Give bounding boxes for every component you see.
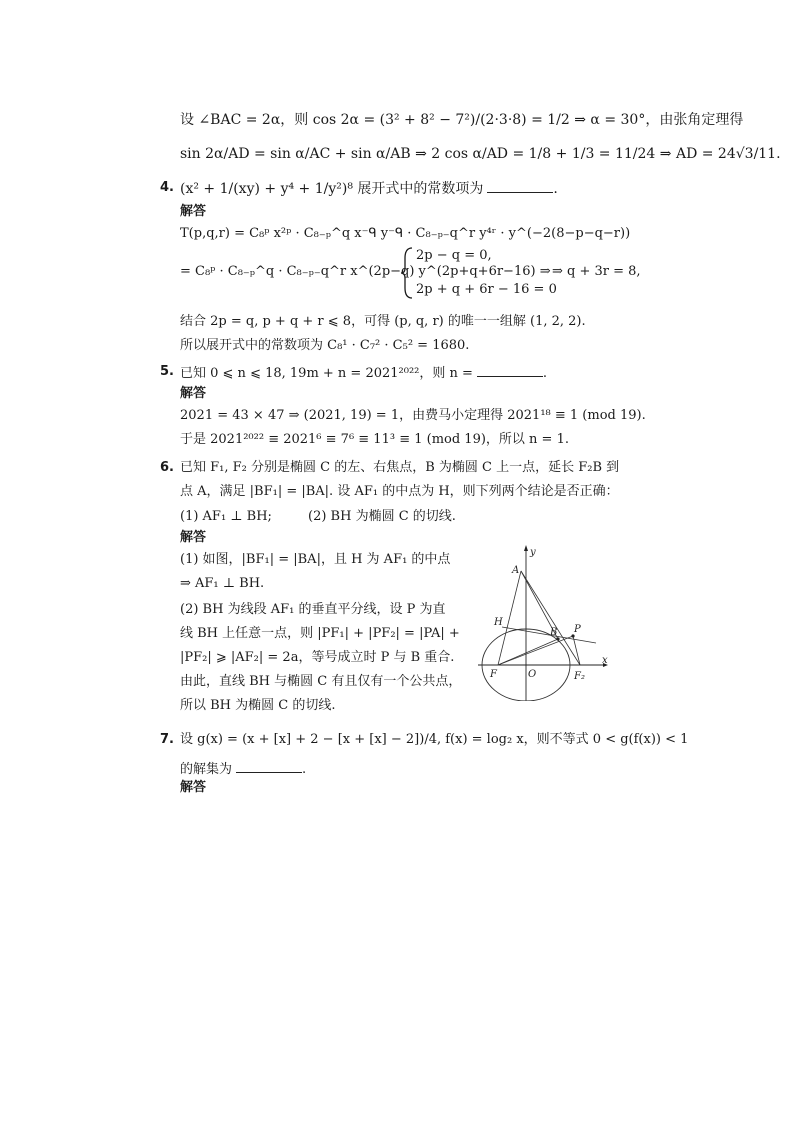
p6-sol2d: 由此，直线 BH 与椭圆 C 有且仅有一个公共点， bbox=[180, 674, 462, 689]
p4-system-eq1: 2p − q = 0, bbox=[416, 248, 492, 263]
p3-line1: 设 ∠BAC = 2α，则 cos 2α = (3² + 8² − 7²)/(2·3·8) = 1/2 ⇒ α = 30°，由张角定理得 bbox=[180, 112, 744, 128]
p5-sol2: 于是 2021²⁰²² ≡ 2021⁶ ≡ 7⁶ ≡ 11³ ≡ 1 (mod 19)，所以 n = 1. bbox=[180, 432, 569, 447]
line-bh bbox=[502, 627, 596, 643]
p6-sol2b: 线 BH 上任意一点，则 |PF₁| + |PF₂| = |PA| + bbox=[180, 626, 460, 641]
p4-statement-text: (x² + 1/(xy) + y⁴ + 1/y²)⁸ 展开式中的常数项为 bbox=[180, 181, 484, 197]
p7-answer-label: 解答 bbox=[180, 780, 207, 795]
p4-sol4: 所以展开式中的常数项为 C₈¹ · C₇² · C₅² = 1680. bbox=[180, 338, 470, 353]
x-axis-label: x bbox=[602, 655, 608, 666]
p5-answer-blank bbox=[477, 364, 543, 377]
ellipse-figure bbox=[478, 543, 608, 701]
p6-statement2: 点 A，满足 |BF₁| = |BA|. 设 AF₁ 的中点为 H，则下列两个结论是否正确： bbox=[180, 484, 619, 499]
p5-statement: 已知 0 ⩽ n ⩽ 18, 19m + n = 2021²⁰²²，则 n = . bbox=[180, 366, 548, 381]
p4-system-brace bbox=[400, 246, 414, 300]
p6-claim2: (2) BH 为椭圆 C 的切线. bbox=[308, 509, 456, 524]
p6-sol1a: (1) 如图，|BF₁| = |BA|，且 H 为 AF₁ 的中点 bbox=[180, 552, 451, 567]
p6-sol2a: (2) BH 为线段 AF₁ 的垂直平分线，设 P 为直 bbox=[180, 602, 446, 617]
p6-statement1: 已知 F₁, F₂ 分别是椭圆 C 的左、右焦点，B 为椭圆 C 上一点，延长 F₂B 到 bbox=[180, 460, 620, 475]
p7-number: 7. bbox=[160, 732, 174, 747]
p4-answer-label: 解答 bbox=[180, 204, 207, 219]
p4-answer-blank bbox=[487, 180, 553, 193]
p4-statement: (x² + 1/(xy) + y⁴ + 1/y²)⁸ 展开式中的常数项为 . bbox=[180, 181, 558, 197]
p4-sol3: 结合 2p = q, p + q + r ⩽ 8，可得 (p, q, r) 的唯一一组解 (1, 2, 2). bbox=[180, 314, 586, 329]
p6-sol2c: |PF₂| ⩾ |AF₂| = 2a，等号成立时 P 与 B 重合. bbox=[180, 650, 455, 665]
p7-statement1: 设 g(x) = (x + [x] + 2 − [x + [x] − 2])/4, f(x) = log₂ x，则不等式 0 < g(f(x)) < 1 bbox=[180, 732, 689, 747]
p5-answer-label: 解答 bbox=[180, 386, 207, 401]
p6-number: 6. bbox=[160, 460, 174, 475]
label-f1: F bbox=[490, 669, 497, 680]
label-p: P bbox=[574, 624, 581, 635]
label-a: A bbox=[512, 565, 520, 576]
p3-line2: sin 2α/AD = sin α/AC + sin α/AB ⇒ 2 cos α/AD = 1/8 + 1/3 = 11/24 ⇒ AD = 24√3/11. bbox=[180, 146, 781, 162]
segment-pf1 bbox=[498, 636, 573, 665]
p7-statement2: 的解集为 . bbox=[180, 762, 307, 777]
p4-system-eq2: 2p + q + 6r − 16 = 0 bbox=[416, 282, 557, 297]
y-axis-label: y bbox=[530, 547, 536, 558]
p4-sol2a: = C₈ᵖ · C₈₋ₚ^q · C₈₋ₚ₋q^r x^(2p−q) y^(2p+q+6r−16) ⇒ bbox=[180, 264, 551, 279]
p7-answer-blank bbox=[236, 760, 302, 773]
p4-number: 4. bbox=[160, 180, 174, 195]
p5-sol1: 2021 = 43 × 47 ⇒ (2021, 19) = 1，由费马小定理得 2021¹⁸ ≡ 1 (mod 19). bbox=[180, 408, 646, 423]
y-axis-arrow bbox=[524, 545, 528, 551]
p6-answer-label: 解答 bbox=[180, 530, 207, 545]
p6-sol1b: ⇒ AF₁ ⊥ BH. bbox=[180, 576, 265, 591]
label-h: H bbox=[494, 617, 503, 628]
p6-claim1: (1) AF₁ ⊥ BH; bbox=[180, 509, 272, 524]
label-f2: F₂ bbox=[574, 671, 585, 682]
p5-statement-text: 已知 0 ⩽ n ⩽ 18, 19m + n = 2021²⁰²²，则 n = bbox=[180, 366, 473, 381]
p4-sol1: T(p,q,r) = C₈ᵖ x²ᵖ · C₈₋ₚ^q x⁻ᑫ y⁻ᑫ · C₈₋ₚ₋q^r y⁴ʳ · y^(−2(8−p−q−r)) bbox=[180, 226, 631, 241]
label-b: B bbox=[550, 627, 558, 638]
p7-statement2-text: 的解集为 bbox=[180, 762, 233, 777]
p5-number: 5. bbox=[160, 364, 174, 379]
p4-sol2b: ⇒ q + 3r = 8, bbox=[552, 264, 641, 279]
p6-sol2e: 所以 BH 为椭圆 C 的切线. bbox=[180, 698, 336, 713]
label-o: O bbox=[528, 669, 537, 680]
